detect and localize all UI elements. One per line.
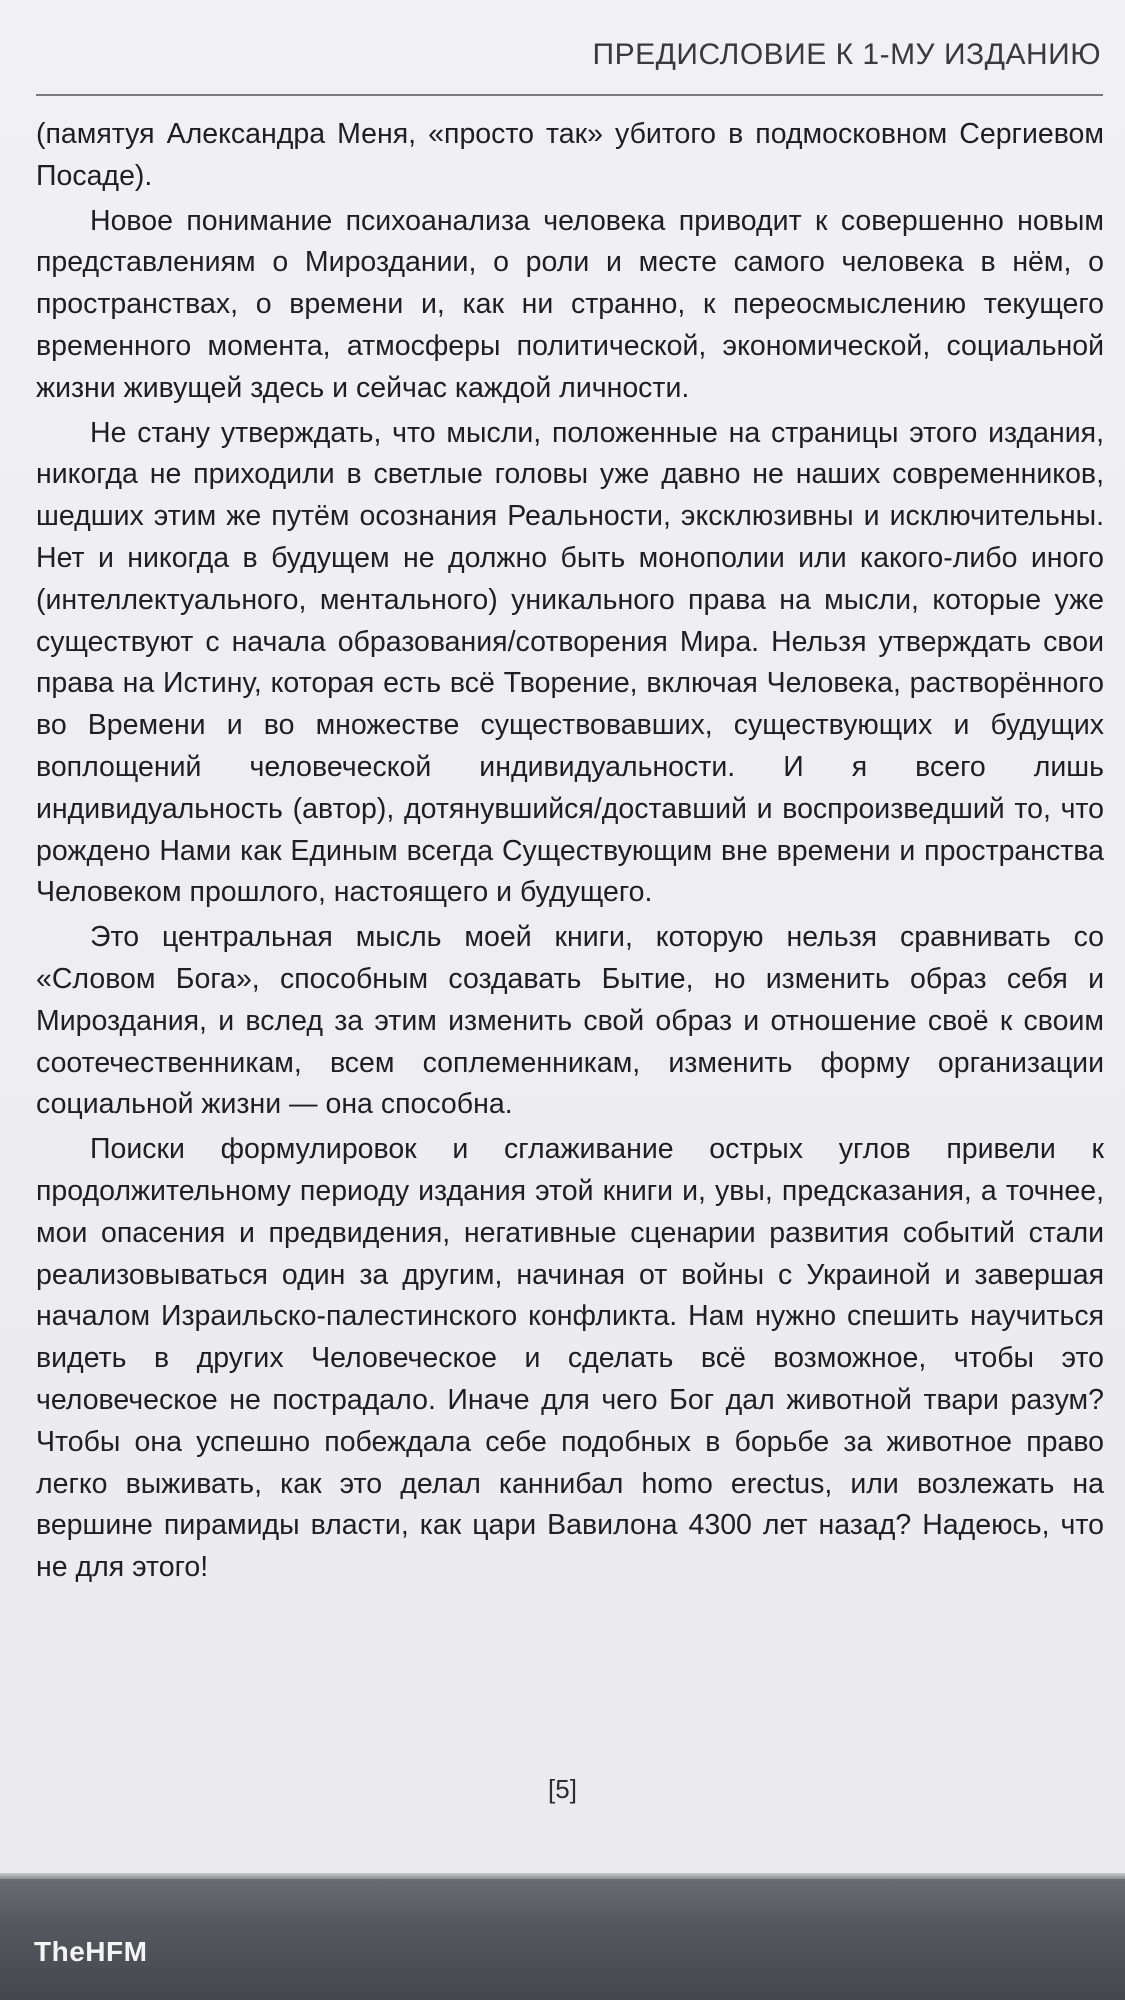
page-number: [5]: [548, 1774, 577, 1804]
paragraph-2: Новое понимание психоанализа человека приводит к совершенно новым представлениям о Мироздании, о роли и месте самого человека в нём, о пространствах, о времени и, как ни странно, к переосмыслению текущего временного момента, атмосферы политической, экономической, социальной жизни живущей здесь и сейчас каждой личности.: [36, 204, 1104, 404]
body-text: [36, 114, 1104, 1592]
paragraph-3: Не стану утверждать, что мысли, положенные на страницы этого издания, никогда не приходили в светлые головы уже давно не наших современников, шедших этим же путём осознания Реальности, эксклюзивны и исключительны. Нет и никогда в будущем не должно быть монополии или какого-либо иного (интеллектуального, ментального) уникального права на мысли, которые уже существуют с начала образования/сотворения Мира. Нельзя утверждать свои права на Истину, которая есть всё Творение, включая Человека, растворённого во Времени и во множестве существовавших, существующих и будущих воплощений человеческой индивидуальности. И я всего лишь индивидуальность (автор), дотянувшийся/доставший и воспроизведший то, что рождено Нами как Единым всегда Существующим вне времени и пространства Человеком прошлого, настоящего и будущего.: [36, 416, 1104, 909]
paragraph-1: (памятуя Александра Меня, «просто так» убитого в подмосковном Сергиевом Посаде).: [36, 118, 1104, 192]
paragraph-5: Поиски формулировок и сглаживание острых углов привели к продолжительному периоду издания этой книги и, увы, предсказания, а точнее, мои опасения и предвидения, негативные сценарии развития событий стали реализовываться один за другим, начиная от войны с Украиной и завершая началом Израильско-палестинского конфликта. Нам нужно спешить научиться видеть в других Человеческое и сделать всё возможное, чтобы это человеческое не пострадало. Иначе для чего Бог дал животной твари разум? Чтобы она успешно побеждала себе подобных в борьбе за животное право легко выживать, как это делал каннибал homo erectus, или возлежать на вершине пирамиды власти, как цари Вавилона 4300 лет назад? Надеюсь, что не для этого!: [36, 1133, 1104, 1584]
header-rule: [36, 94, 1103, 96]
background-surface: [0, 1873, 1125, 2000]
running-header-title: ПРЕДИСЛОВИЕ К 1-МУ ИЗДАНИЮ: [592, 38, 1101, 71]
watermark-label: TheHFM: [34, 1936, 148, 1967]
page-edge: [0, 1873, 1125, 1879]
paragraph-4: Это центральная мысль моей книги, которую нельзя сравнивать со «Словом Бога», способным создавать Бытие, но изменить образ себя и Мироздания, и вслед за этим изменить свой образ и отношение своё к своим соотечественникам, всем соплеменникам, изменить форму организации социальной жизни — она способна.: [36, 921, 1104, 1121]
